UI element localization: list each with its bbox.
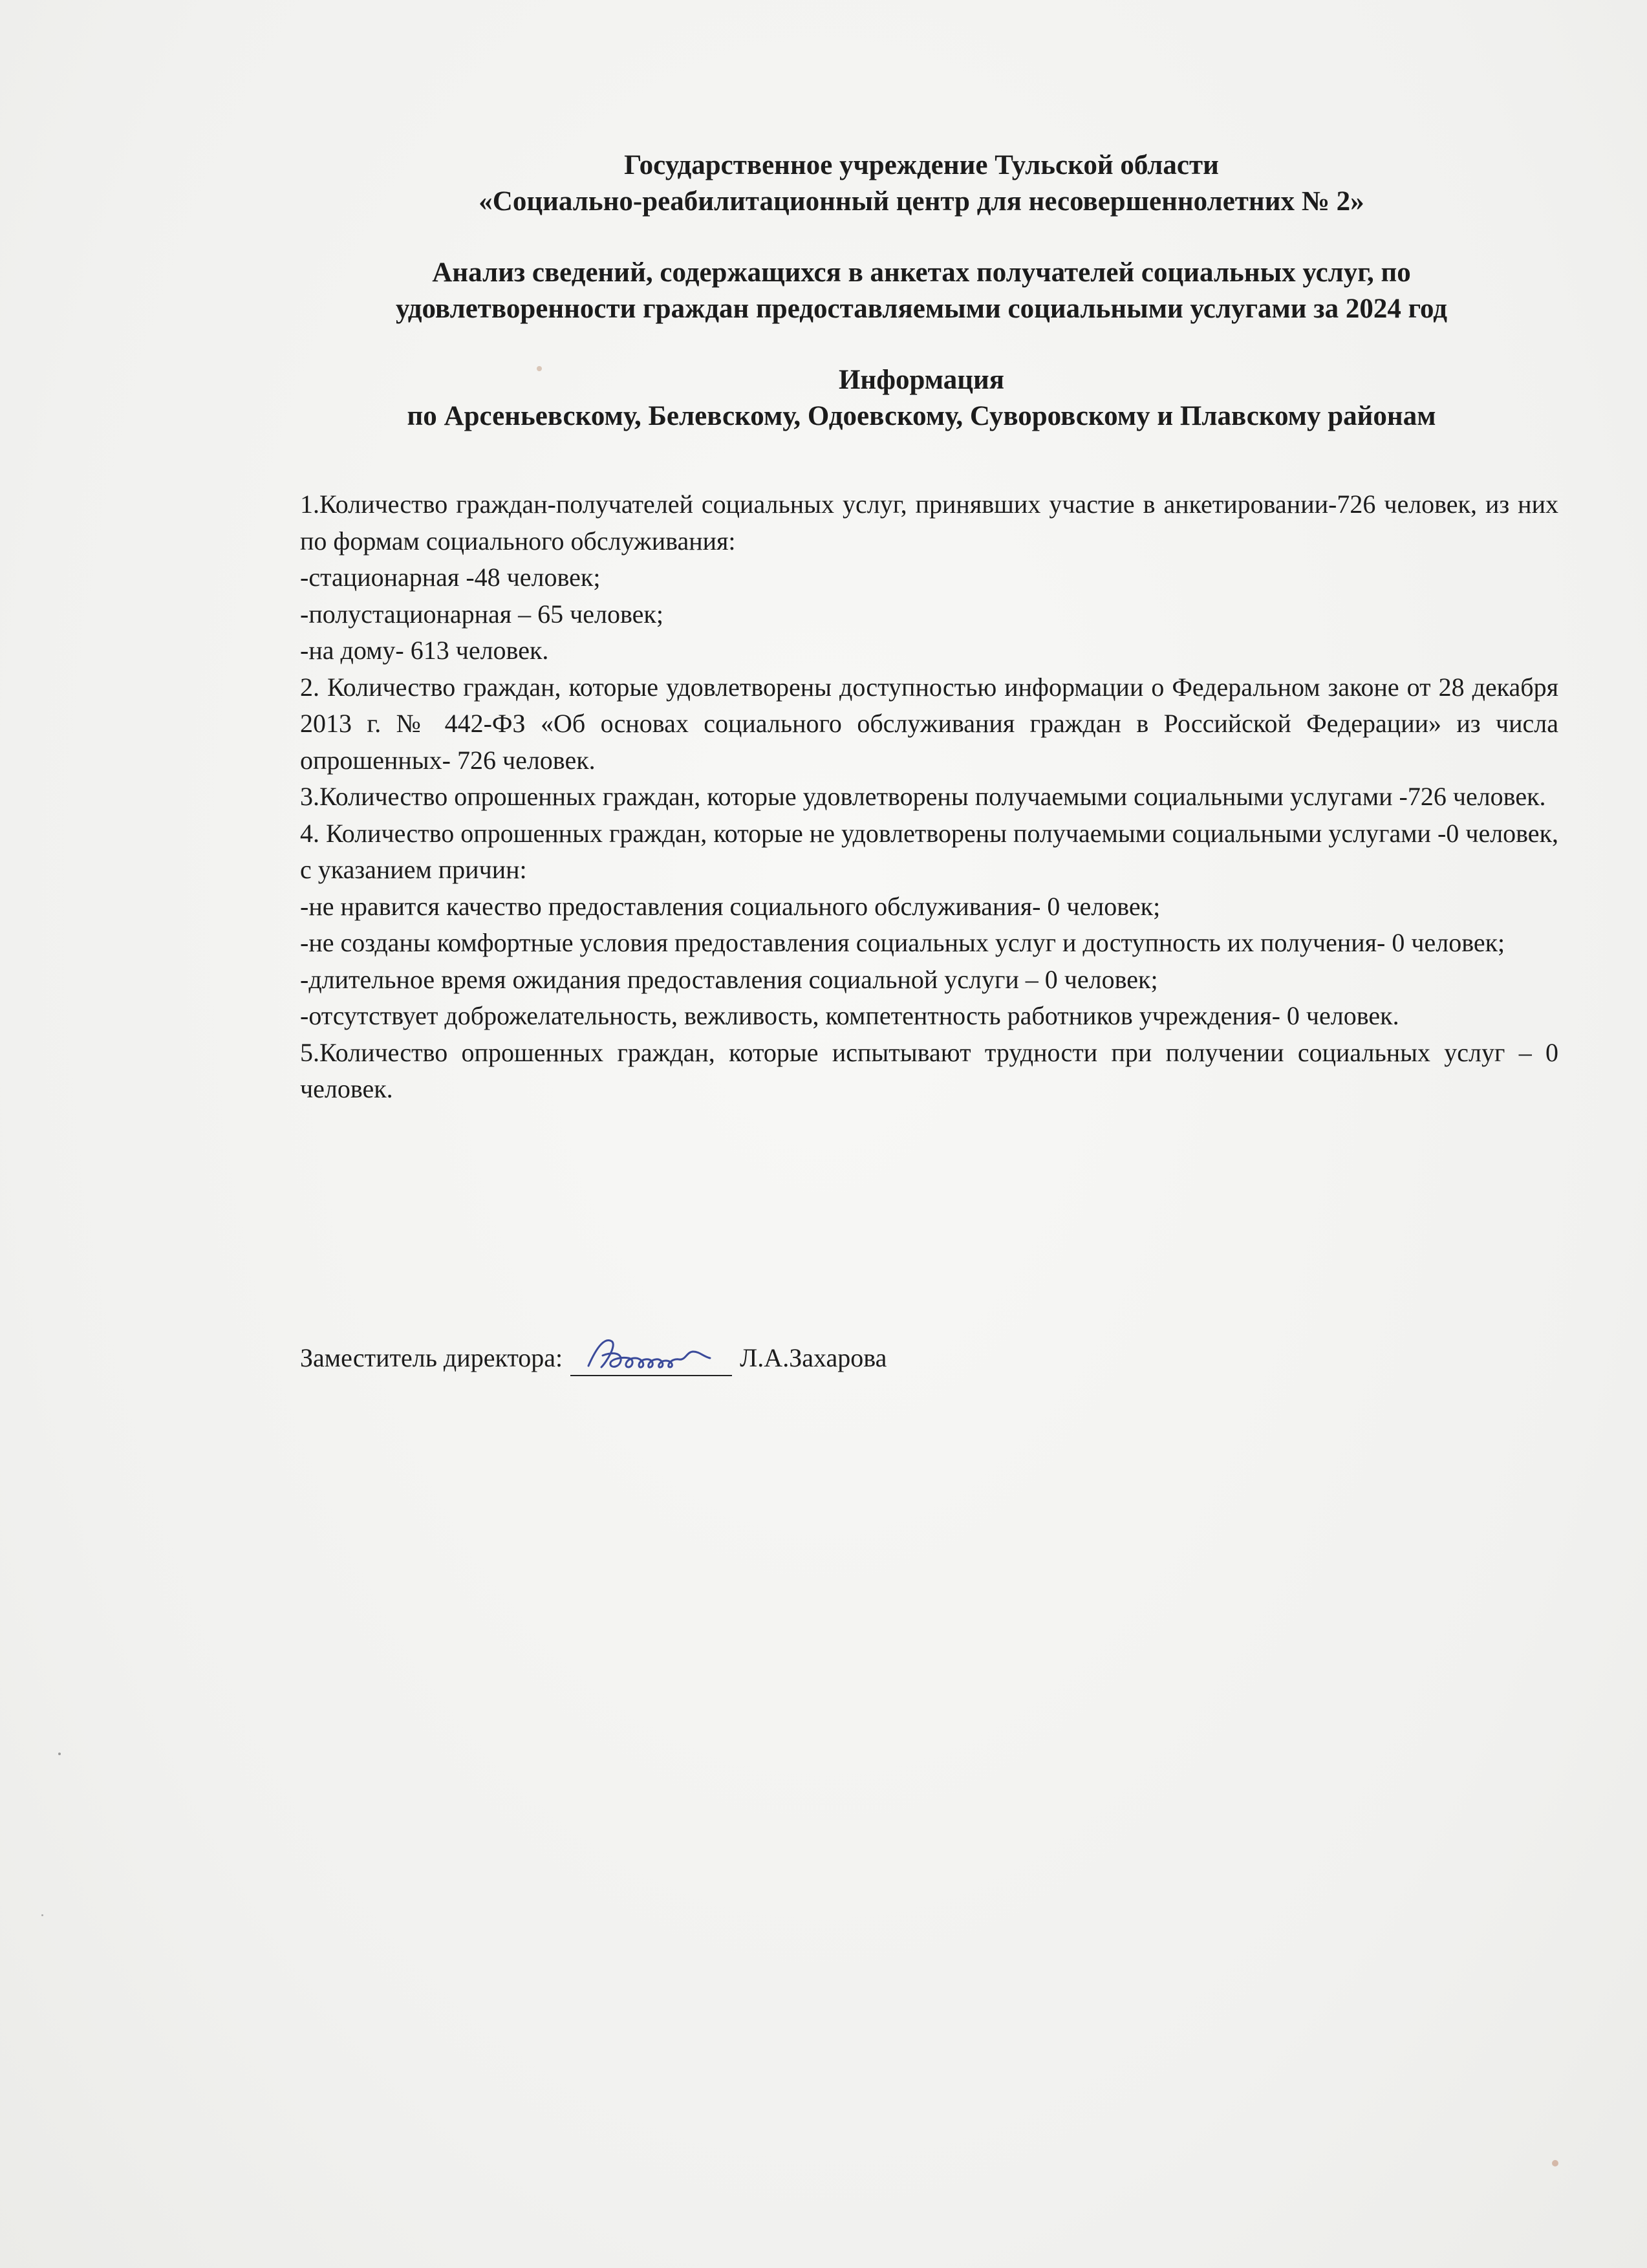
signature-block [300, 1340, 887, 1376]
item-1-stationary: -стационарная -48 человек; [300, 563, 601, 592]
org-name-line1: Государственное учреждение Тульской области [624, 150, 1219, 180]
item-2-law-information: 2. Количество граждан, которые удовлетворены доступностью информации о Федеральном законе от 28 декабря 2013 г. № 442-ФЗ «Об основах социального обслуживания граждан в Российской Федерации» из числа опрошенных- 726 человек. [300, 672, 1558, 775]
item-1-home-based: -на дому- 613 человек. [300, 636, 549, 665]
item-4-reason-conditions: -не созданы комфортные условия предоставления социальных услуг и доступность их получения- 0 человек; [300, 928, 1505, 957]
item-4-reason-quality: -не нравится качество предоставления социального обслуживания- 0 человек; [300, 891, 1161, 921]
document-title-line2: удовлетворенности граждан предоставляемыми социальными услугами за 2024 год [395, 294, 1448, 324]
scan-speck [58, 1753, 61, 1755]
item-1-semi-stationary: -полустационарная – 65 человек; [300, 599, 663, 629]
signature-line [570, 1346, 732, 1376]
signatory-position: Заместитель директора: [300, 1343, 563, 1372]
info-heading: Информация [838, 365, 1005, 395]
item-4-reason-staff: -отсутствует доброжелательность, вежливость, компетентность работников учреждения- 0 человек. [300, 1001, 1399, 1030]
scan-speck [41, 1914, 43, 1916]
scan-speck [1552, 2160, 1558, 2166]
item-4-reason-waiting: -длительное время ожидания предоставления социальной услуги – 0 человек; [300, 964, 1158, 994]
org-name-line2: «Социально-реабилитационный центр для несовершеннолетних № 2» [479, 186, 1364, 217]
document-header [285, 147, 1558, 435]
document-body [300, 486, 1558, 1108]
item-5-difficulties: 5.Количество опрошенных граждан, которые испытывают трудности при получении социальных услуг – 0 человек. [300, 1037, 1558, 1103]
item-1-participants: 1.Количество граждан-получателей социальных услуг, принявших участие в анкетировании-726 человек, из них по формам социального обслуживания: [300, 490, 1558, 556]
item-4-not-satisfied: 4. Количество опрошенных граждан, которые не удовлетворены получаемыми социальными услугами -0 человек, с указанием причин: [300, 818, 1558, 884]
item-3-satisfied: 3.Количество опрошенных граждан, которые удовлетворены получаемыми социальными услугами -726 человек. [300, 782, 1546, 811]
scan-speck [537, 366, 542, 371]
document-title-line1: Анализ сведений, содержащихся в анкетах получателей социальных услуг, по [432, 257, 1411, 288]
info-subheading: по Арсеньевскому, Белевскому, Одоевскому, Суворовскому и Плавскому районам [407, 401, 1436, 431]
signatory-name: Л.А.Захарова [740, 1343, 887, 1372]
handwritten-signature [583, 1332, 719, 1377]
